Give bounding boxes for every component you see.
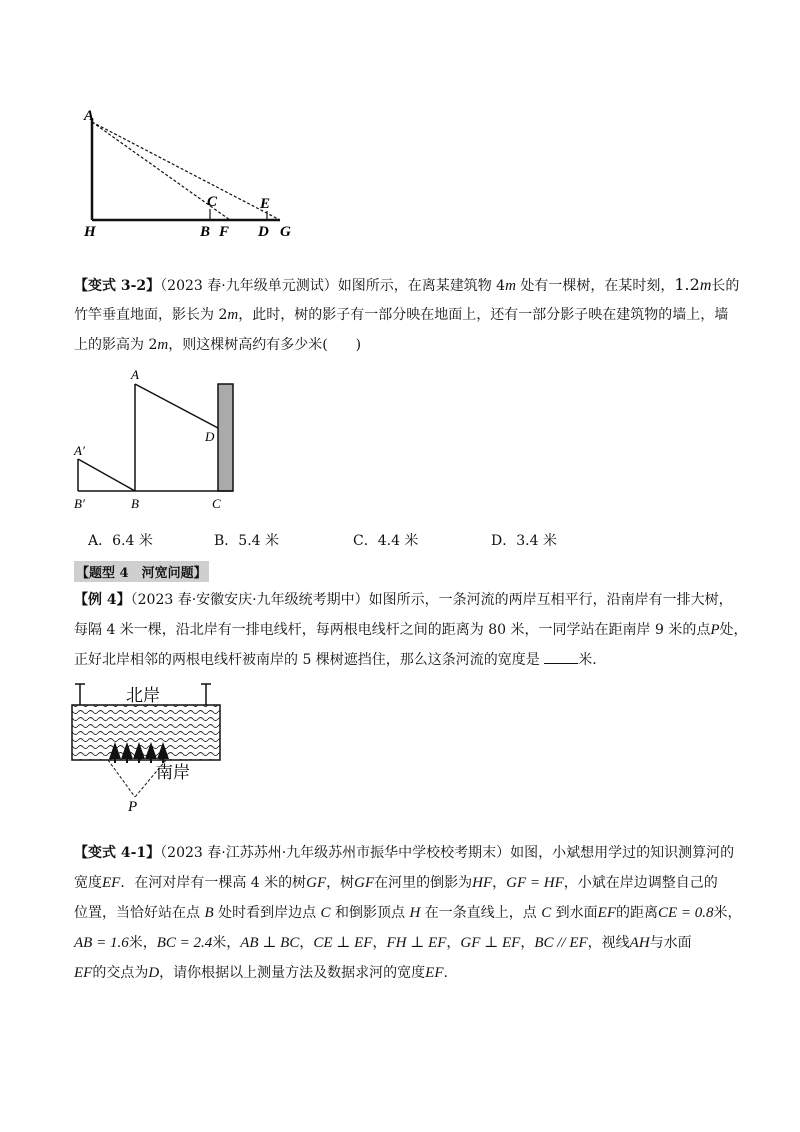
variant-4-1-tag: 【变式 4-1】 [74,845,161,861]
unit: m [699,277,712,294]
math: GF [354,875,375,891]
text: 每隔 4 米一棵，沿北岸有一排电线杆，每两根电线杆之间的距离为 80 米，一同学站在距南岸 9 米的点 [74,622,711,638]
text: 的距离 [616,905,658,921]
math: CE ⊥ EF [313,935,373,951]
label-a-prime: A′ [74,443,85,458]
text: 在河里的倒影为 [374,875,473,891]
option-value: 5.4 米 [238,533,280,549]
text: （2023 春·安徽安庆·九年级统考期中）如图所示，一条河流的两岸互相平行，沿南岸有一排大树， [130,592,733,608]
shadow-ray-ad [135,384,218,428]
text: ， [446,935,461,951]
text: 米， [212,935,241,951]
math: EF [597,905,616,921]
pole-left [75,684,85,705]
text: 如图所示，在离某建筑物 4 [337,278,506,294]
figure-river-diagram [68,680,228,815]
text: 的交点为 [92,965,149,981]
variant-3-2-tag: 【变式 3-2】 [74,278,161,294]
label-g: G [280,224,291,240]
south-bank-label: 南岸 [156,763,190,783]
text: 米. [578,652,597,668]
math: C [541,905,552,921]
unit: m [157,337,169,353]
text: 上的影高为 2 [74,337,158,353]
text: ，视线 [587,935,630,951]
math: AB = 1.6 [74,935,129,951]
figure-tree-building-diagram [70,366,250,516]
variant-4-1-text [74,838,742,988]
label-c: C [212,496,221,511]
unit: m [227,307,239,323]
text: 位置，当恰好站在点 [74,905,205,921]
text: ， [520,935,535,951]
option-letter: A． [88,533,113,549]
text: ，则这棵树高约有多少米( ) [168,337,362,353]
small-shadow-ray [78,459,135,491]
text: . [443,965,448,981]
example-4-text [74,585,748,675]
text: ，请你根据以上测量方法及数据求河的宽度 [159,965,426,981]
math: C [320,905,331,921]
text: 处， [719,622,748,638]
math: B [204,905,214,921]
option-letter: C． [353,533,378,549]
option-letter: B． [214,533,239,549]
text: 竹竿垂直地面，影长为 2 [74,307,228,323]
text: ， [372,935,387,951]
math: H [409,905,421,921]
text: ，树 [326,875,355,891]
label-a: A [131,367,139,382]
math: EF [102,875,121,891]
sight-line-left [108,760,135,797]
label-b-prime: B′ [74,496,85,511]
text: 宽度 [74,875,102,891]
building-wall [218,384,233,491]
label-c: C [207,194,218,210]
label-d: D [258,224,269,240]
math: BC = 2.4 [156,935,213,951]
text: 米， [128,935,157,951]
math: AH [629,935,650,951]
label-f: F [219,224,230,240]
pole-right [201,684,211,705]
figure-shadow-diagram-1 [80,108,305,240]
math: BC // EF [534,935,588,951]
label-b: B [131,496,139,511]
text: 处时看到岸边点 [213,905,321,921]
point-p: P [710,622,720,638]
text: 在一条直线上，点 [420,905,542,921]
text: （2023 春·江苏苏州·九年级苏州市振华中学校校考期末）如图，小斌想用学过的知识测算河的 [160,845,735,861]
math: GF = HF [506,875,564,891]
option-a[interactable] [88,530,153,550]
text: 长的 [711,278,740,294]
text: ，此时，树的影子有一部分映在地面上，还有一部分影子映在建筑物的墙上，墙 [238,307,729,323]
text: 和倒影顶点 [330,905,410,921]
label-b: B [200,224,211,240]
option-value: 3.4 米 [516,533,557,549]
option-value: 4.4 米 [377,533,419,549]
option-value: 6.4 米 [112,533,153,549]
text: 米， [713,905,742,921]
label-d: D [205,429,215,444]
math: HF [472,875,493,891]
text: ， [299,935,314,951]
math: GF ⊥ EF [460,935,521,951]
text: ， [492,875,507,891]
sight-line-ae [92,122,280,220]
option-d[interactable] [491,530,557,550]
point-p-label: P [128,799,138,815]
unit: m [505,278,516,294]
math: CE = 0.8 [658,905,714,921]
option-b[interactable] [214,530,279,550]
text: ．在河对岸有一棵高 4 米的树 [120,875,307,891]
value-1-2: 1.2 [674,275,700,294]
text: ，小斌在岸边调整自己的 [563,875,718,891]
variant-3-2-text [74,270,740,360]
math: FH ⊥ EF [386,935,447,951]
label-e: E [260,196,271,212]
river [72,705,220,760]
answer-blank[interactable] [544,649,578,664]
math: D [148,965,160,981]
option-c[interactable] [353,530,418,550]
text: 与水面 [649,935,692,951]
variant-3-2-source: （2023 春·九年级单元测试） [160,278,338,294]
math: EF [74,965,93,981]
north-bank-label: 北岸 [126,686,160,706]
text: 正好北岸相邻的两根电线杆被南岸的 5 棵树遮挡住，那么这条河流的宽度是 [74,652,540,668]
math: AB ⊥ BC [240,935,300,951]
section-header: 【题型 4 河宽问题】 [74,561,209,582]
option-letter: D． [491,533,517,549]
text: 处有一棵树，在某时刻， [515,278,675,294]
label-a: A [84,108,95,124]
math: GF [306,875,327,891]
label-h: H [84,224,96,240]
math: EF [425,965,444,981]
example-4-tag: 【例 4】 [74,592,131,608]
text: 到水面 [551,905,598,921]
